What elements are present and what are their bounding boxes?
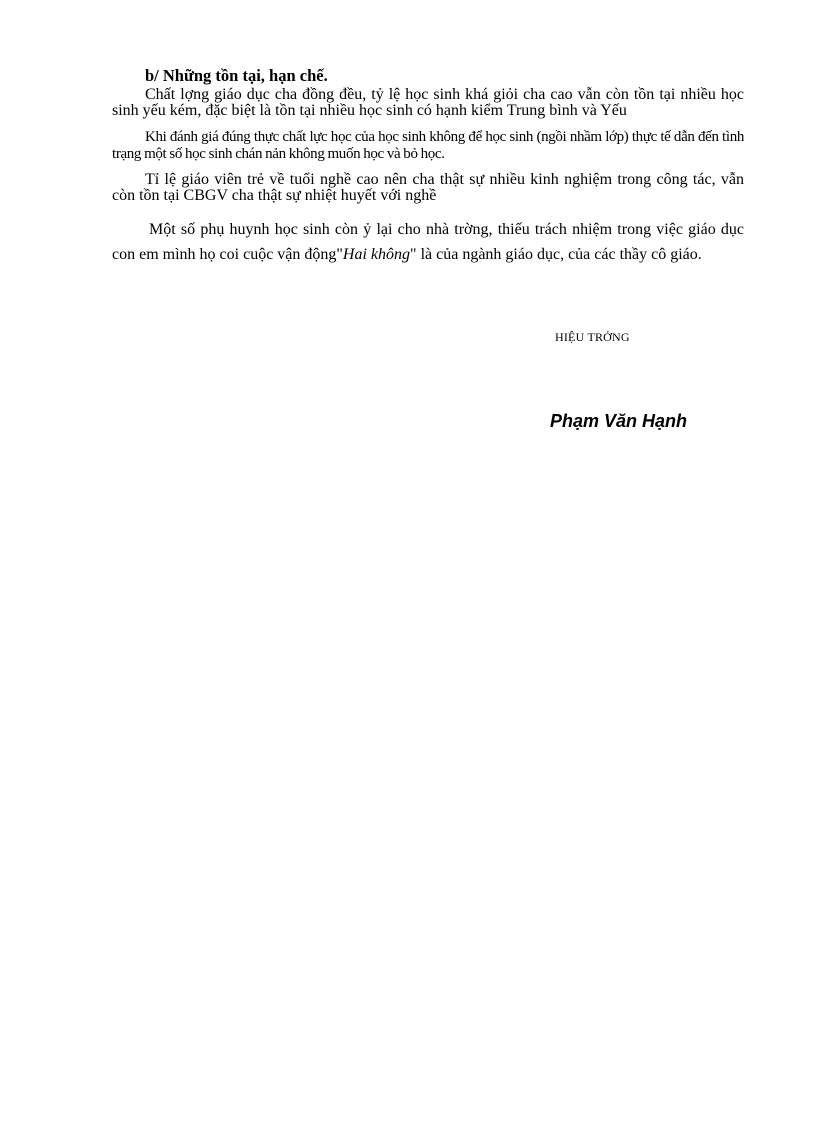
signer-title: HIỆU TRỞNG <box>555 330 630 344</box>
paragraph-parents-text: Một số phụ huynh học sinh còn ỷ lại cho nhà trờng, thiếu trách nhiệm trong việc giáo dục con em mình họ coi cuộc vận động" <box>112 221 744 263</box>
section-heading: b/ Những tồn tại, hạn chế. <box>145 66 328 85</box>
document-body <box>112 66 744 267</box>
paragraph-teachers: Tỉ lệ giáo viên trẻ về tuổi nghề cao nên cha thật sự nhiều kinh nghiệm trong công tác, vẫn còn tồn tại CBGV cha thật sự nhiệt huyết với nghề <box>112 171 744 204</box>
paragraph-parents-tail: " là của ngành giáo dục, của các thầy cô giáo. <box>410 246 702 263</box>
paragraph-parents <box>112 217 744 267</box>
paragraph-assessment: Khi đánh giá đúng thực chất lực học của học sinh không để học sinh (ngồi nhầm lớp) thực tế dẫn đến tình trạng một số học sinh chán nản không muốn học và bỏ học. <box>112 129 744 162</box>
paragraph-quality: Chất lợng giáo dục cha đồng đều, tỷ lệ học sinh khá giỏi cha cao vẫn còn tồn tại nhiều học sinh yếu kém, đặc biệt là tồn tại nhiều học sinh có hạnh kiểm Trung bình và Yếu <box>112 86 744 119</box>
signer-name: Phạm Văn Hạnh <box>550 411 688 431</box>
campaign-name: Hai không <box>342 246 411 263</box>
